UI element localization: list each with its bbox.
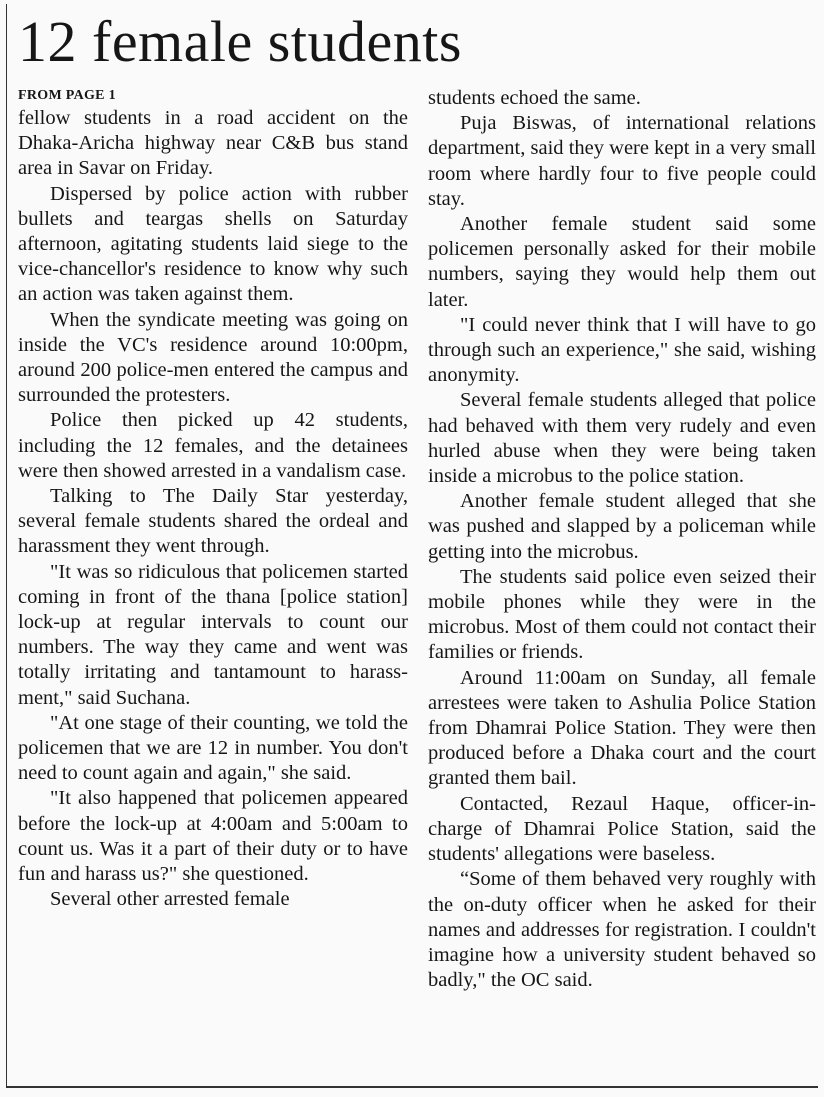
left-column [18, 86, 408, 913]
paragraph: Dispersed by police action with rubber bullets and teargas shells on Saturday afternoon, agitating students laid siege to the vice-chancellor's residence to know why such an action was taken against them. [18, 182, 408, 306]
paragraph: Puja Biswas, of international relations department, said they were kept in a very small room where hardly four to five people could stay. [428, 112, 816, 210]
paragraph: "It was so ridiculous that policemen started coming in front of the thana [police station] lock-up at regular intervals to count our numbers. The way they came and went was totally irritating and tantamount to harass-ment," said Suchana. [18, 560, 408, 709]
paragraph: "I could never think that I will have to go through such an experience," she said, wishing anonymity. [428, 313, 816, 387]
paragraph: students echoed the same. [428, 87, 641, 109]
paragraph: Another female student alleged that she was pushed and slapped by a policeman while getting into the microbus. [428, 490, 816, 563]
paragraph: "At one stage of their counting, we told the policemen that we are 12 in number. You don't need to count again and again," she said. [18, 711, 408, 785]
bottom-rule [6, 1086, 818, 1088]
paragraph: Talking to The Daily Star yesterday, several female students shared the ordeal and harassment they went through. [18, 485, 408, 558]
headline: 12 female students [18, 9, 462, 74]
paragraph: Several other arrested female [50, 888, 290, 911]
from-page-kicker: FROM PAGE 1 [18, 88, 116, 103]
paragraph: Contacted, Rezaul Haque, officer-in-charge of Dhamrai Police Station, said the students' allegations were baseless. [428, 792, 816, 866]
right-column [428, 86, 816, 993]
paragraph: Police then picked up 42 students, including the 12 females, and the detainees were then showed arrested in a vandalism case. [18, 409, 408, 482]
left-column-rule [6, 4, 7, 1086]
paragraph: Another female student said some policemen personally asked for their mobile numbers, saying they would help them out later. [428, 213, 816, 311]
paragraph: The students said police even seized their mobile phones while they were in the microbus. Most of them could not contact their families or friends. [428, 565, 816, 664]
paragraph: Around 11:00am on Sunday, all female arrestees were taken to Ashulia Police Station from Dhamrai Police Station. They were then produced before a Dhaka court and the court granted them bail. [428, 666, 816, 790]
paragraph: Several female students alleged that police had behaved with them very rudely and even hurled abuse when they were being taken inside a microbus to the police station. [428, 389, 816, 488]
paragraph: When the syndicate meeting was going on inside the VC's residence around 10:00pm, around 200 police-men entered the campus and surrounded the protesters. [18, 308, 408, 407]
paragraph: "It also happened that policemen appeared before the lock-up at 4:00am and 5:00am to count us. Was it a part of their duty or to have fun and harass us?" she questioned. [18, 787, 408, 886]
paragraph: fellow students in a road accident on the Dhaka-Aricha highway near C&B bus stand area in Savar on Friday. [18, 107, 408, 180]
paragraph: “Some of them behaved very roughly with the on-duty officer when he asked for their names and addresses for registration. I couldn't imagine how a university student behaved so badly," the OC said. [428, 868, 816, 992]
